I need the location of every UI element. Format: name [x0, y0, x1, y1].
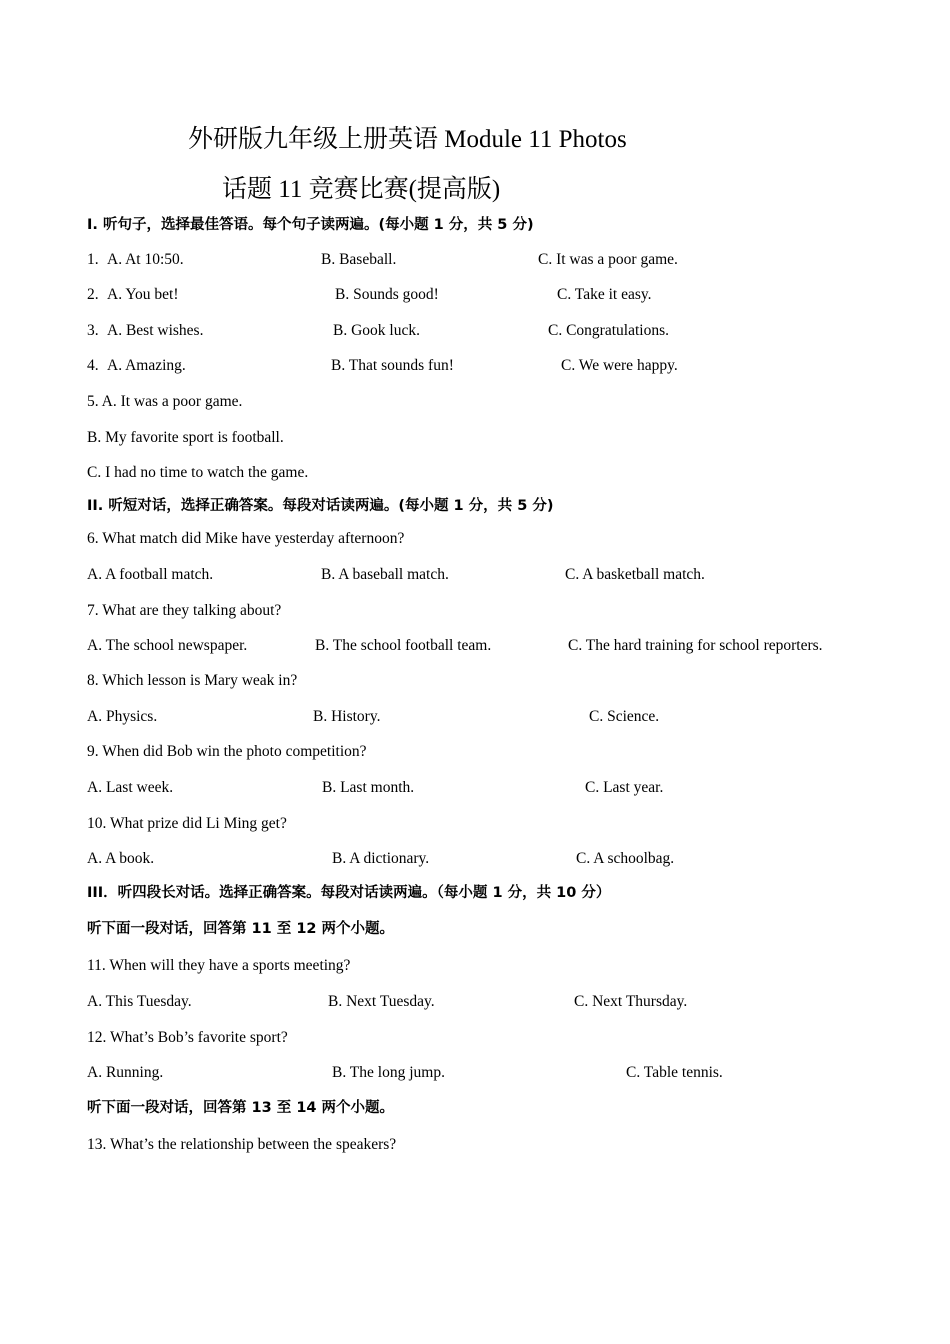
q10-question: 10. What prize did Li Ming get? [87, 815, 287, 832]
q6-option-b: B. A baseball match. [321, 566, 449, 583]
q5-option-c: C. I had no time to watch the game. [87, 464, 309, 481]
q9-option-c: C. Last year. [585, 779, 664, 796]
q7-question: 7. What are they talking about? [87, 602, 282, 619]
q4-number: 4. [87, 357, 99, 374]
q3-number: 3. [87, 322, 99, 339]
q11-option-a: A. This Tuesday. [87, 993, 192, 1010]
q7-option-b: B. The school football team. [315, 637, 492, 654]
q6-option-c: C. A basketball match. [565, 566, 705, 583]
q12-option-a: A. Running. [87, 1064, 164, 1081]
q5-option-b: B. My favorite sport is football. [87, 429, 284, 446]
q11-option-b: B. Next Tuesday. [328, 993, 435, 1010]
q2-option-b: B. Sounds good! [335, 286, 439, 303]
q12-option-b: B. The long jump. [332, 1064, 445, 1081]
q5-line: 5. A. It was a poor game. [87, 393, 243, 410]
q3-option-b: B. Gook luck. [333, 322, 420, 339]
q7-option-a: A. The school newspaper. [87, 637, 248, 654]
q4-option-a: A. Amazing. [107, 357, 186, 374]
q2-option-a: A. You bet! [107, 286, 179, 303]
q10-option-b: B. A dictionary. [332, 850, 430, 867]
q1-option-c: C. It was a poor game. [538, 251, 678, 268]
q3-option-a: A. Best wishes. [107, 322, 204, 339]
q8-option-b: B. History. [313, 708, 381, 725]
section-3-sub-2: 听下面一段对话，回答第 13 至 14 两个小题。 [87, 1100, 395, 1116]
section-1-heading: I. 听句子，选择最佳答语。每个句子读两遍。(每小题 1 分，共 5 分) [87, 217, 534, 233]
q1-option-a: A. At 10:50. [107, 251, 184, 268]
q12-option-c: C. Table tennis. [626, 1064, 723, 1081]
q7-option-c: C. The hard training for school reporters. [568, 637, 823, 654]
q10-option-a: A. A book. [87, 850, 155, 867]
q8-question: 8. Which lesson is Mary weak in? [87, 672, 298, 689]
section-3-sub-1: 听下面一段对话，回答第 11 至 12 两个小题。 [87, 921, 395, 937]
page-title: 外研版九年级上册英语 Module 11 Photos [188, 126, 627, 153]
q3-option-c: C. Congratulations. [548, 322, 669, 339]
q9-option-b: B. Last month. [322, 779, 415, 796]
q6-question: 6. What match did Mike have yesterday afternoon? [87, 530, 405, 547]
q11-question: 11. When will they have a sports meeting? [87, 957, 351, 974]
q4-option-b: B. That sounds fun! [331, 357, 454, 374]
q10-option-c: C. A schoolbag. [576, 850, 675, 867]
q4-option-c: C. We were happy. [561, 357, 678, 374]
section-3-heading: III．听四段长对话。选择正确答案。每段对话读两遍。（每小题 1 分，共 10 分） [87, 885, 611, 901]
q2-option-c: C. Take it easy. [557, 286, 652, 303]
q11-option-c: C. Next Thursday. [574, 993, 688, 1010]
q9-question: 9. When did Bob win the photo competition? [87, 743, 367, 760]
q9-option-a: A. Last week. [87, 779, 174, 796]
q2-number: 2. [87, 286, 99, 303]
q12-question: 12. What’s Bob’s favorite sport? [87, 1029, 288, 1046]
page-subtitle: 话题 11 竞赛比赛(提高版) [222, 176, 501, 203]
q1-number: 1. [87, 251, 99, 268]
q6-option-a: A. A football match. [87, 566, 214, 583]
q8-option-a: A. Physics. [87, 708, 158, 725]
section-2-heading: II. 听短对话，选择正确答案。每段对话读两遍。(每小题 1 分，共 5 分) [87, 498, 554, 514]
q1-option-b: B. Baseball. [321, 251, 397, 268]
q8-option-c: C. Science. [589, 708, 660, 725]
q13-question: 13. What’s the relationship between the speakers? [87, 1136, 397, 1153]
